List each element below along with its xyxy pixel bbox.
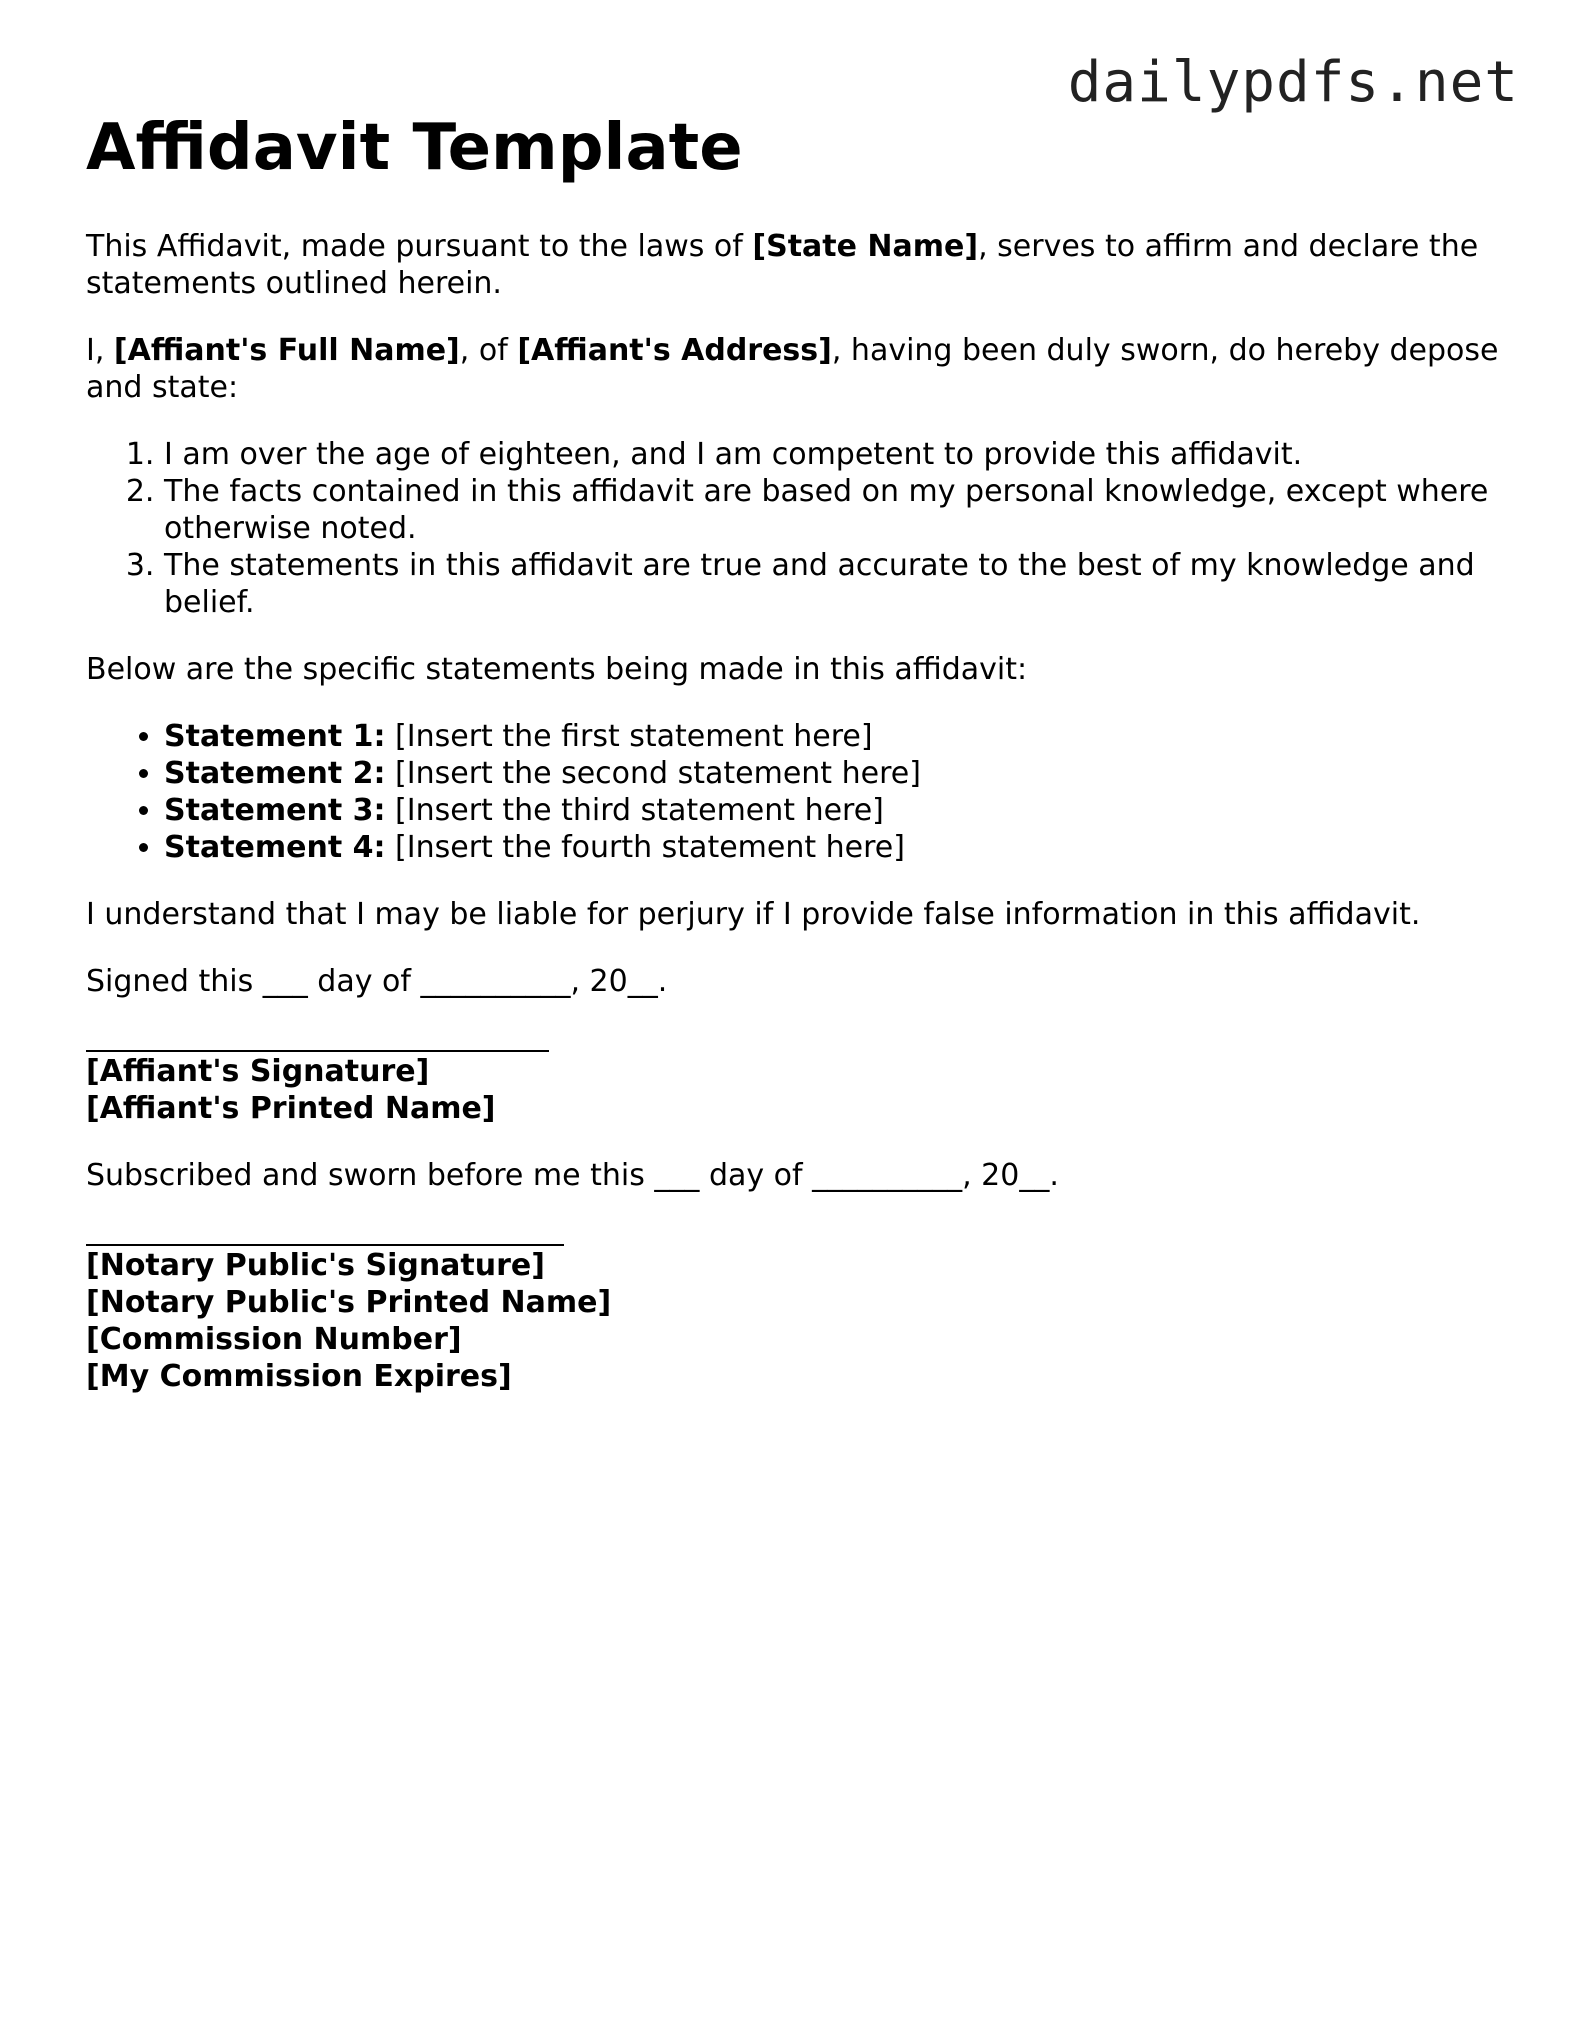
intro-text-after: , serves to affirm and declare the statements outlined herein. xyxy=(86,229,1479,301)
affiant-signature-label: [Affiant's Signature] xyxy=(86,1054,430,1089)
statement-item xyxy=(164,755,1506,792)
numbered-list xyxy=(86,436,1506,621)
statement-item xyxy=(164,718,1506,755)
statements-intro: Below are the specific statements being made in this affidavit: xyxy=(86,652,1028,687)
perjury-statement: I understand that I may be liable for perjury if I provide false information in this affidavit. xyxy=(86,897,1421,932)
statement-label: Statement 1: xyxy=(164,719,386,754)
statement-item xyxy=(164,792,1506,829)
intro-paragraph xyxy=(86,228,1506,302)
numbered-item: 1. I am over the age of eighteen, and I am competent to provide this affidavit. xyxy=(164,436,1506,473)
statement-label: Statement 3: xyxy=(164,793,386,828)
watermark: dailypdfs.net xyxy=(1067,50,1519,115)
affiant-printed-name-label: [Affiant's Printed Name] xyxy=(86,1091,496,1126)
deponent-suffix: , having been duly sworn, do hereby depose and state: xyxy=(86,333,1499,405)
numbered-item: 2. The facts contained in this affidavit are based on my personal knowledge, except where otherwise noted. xyxy=(164,473,1506,547)
sworn-date-line: Subscribed and sworn before me this ___ day of __________, 20__. xyxy=(86,1158,1059,1193)
intro-text-before: This Affidavit, made pursuant to the laws of xyxy=(86,229,753,264)
affiant-address-placeholder: [Affiant's Address] xyxy=(517,333,832,368)
statements-list xyxy=(86,718,1506,866)
statement-text: [Insert the first statement here] xyxy=(385,719,873,754)
document-title: Affidavit Template xyxy=(86,111,743,185)
document-body xyxy=(86,110,1506,1425)
affiant-signature-line xyxy=(86,1050,549,1052)
statement-label: Statement 4: xyxy=(164,830,386,865)
affiant-name-placeholder: [Affiant's Full Name] xyxy=(113,333,460,368)
affiant-signature-block xyxy=(86,1050,1506,1127)
statement-text: [Insert the third statement here] xyxy=(385,793,884,828)
deponent-paragraph xyxy=(86,332,1506,406)
notary-signature-block xyxy=(86,1244,1506,1395)
statement-text: [Insert the second statement here] xyxy=(385,756,921,791)
notary-signature-label: [Notary Public's Signature] xyxy=(86,1248,545,1283)
deponent-middle: , of xyxy=(459,333,518,368)
statement-text: [Insert the fourth statement here] xyxy=(385,830,905,865)
deponent-prefix: I, xyxy=(86,333,114,368)
notary-signature-line xyxy=(86,1244,564,1246)
notary-printed-name-label: [Notary Public's Printed Name] xyxy=(86,1285,612,1320)
state-name-placeholder: [State Name] xyxy=(752,229,979,264)
statement-label: Statement 2: xyxy=(164,756,386,791)
statement-item xyxy=(164,829,1506,866)
signed-date-line: Signed this ___ day of __________, 20__. xyxy=(86,964,668,999)
numbered-item: 3. The statements in this affidavit are true and accurate to the best of my knowledge and belief. xyxy=(164,547,1506,621)
commission-number-label: [Commission Number] xyxy=(86,1322,462,1357)
commission-expires-label: [My Commission Expires] xyxy=(86,1359,512,1394)
